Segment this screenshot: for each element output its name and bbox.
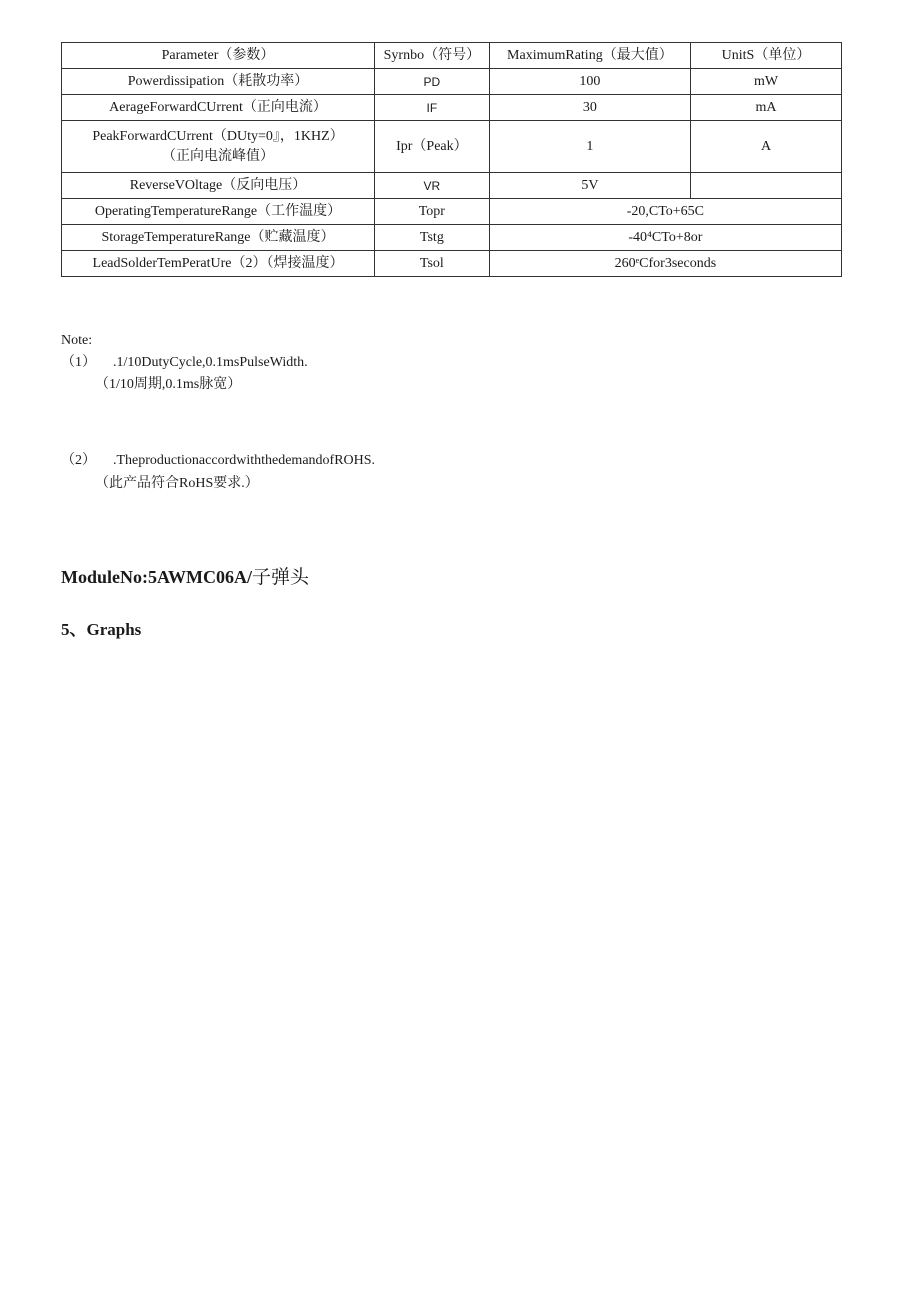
cell-symbol: Tsol [375, 251, 490, 277]
section-heading: 5、Graphs [61, 620, 142, 639]
cell-max-rating: 1 [489, 121, 690, 173]
cell-parameter: LeadSolderTemPeratUre（2）（焊接温度） [62, 251, 375, 277]
cell-max-rating: 5V [489, 173, 690, 199]
cell-symbol: Ipr（Peak） [375, 121, 490, 173]
cell-symbol: PD [375, 69, 490, 95]
cell-symbol: VR [375, 173, 490, 199]
note-text: .TheproductionaccordwiththedemandofROHS. [113, 453, 376, 468]
header-units: UnitS（单位） [691, 43, 842, 69]
table-row [62, 173, 842, 199]
table-header-row [62, 43, 842, 69]
note-number: （2） [61, 453, 96, 468]
cell-units [691, 173, 842, 199]
cell-units: mW [691, 69, 842, 95]
cell-max-rating: -40⁴CTo+8or [489, 225, 841, 251]
module-number-prefix: ModuleNo:5AWMC06A/ [61, 567, 252, 587]
cell-symbol: Tstg [375, 225, 490, 251]
cell-symbol: Topr [375, 199, 490, 225]
header-max-rating: MaximumRating（最大值） [489, 43, 690, 69]
header-parameter: Parameter（参数） [62, 43, 375, 69]
table-row [62, 251, 842, 277]
table-row [62, 199, 842, 225]
module-number-cn: 子弹头 [252, 566, 310, 588]
note-number: （1） [61, 355, 96, 370]
note-title: Note: [61, 333, 93, 348]
cell-symbol: IF [375, 95, 490, 121]
table-row [62, 121, 842, 173]
cell-max-rating: 30 [489, 95, 690, 121]
table-row [62, 69, 842, 95]
note-translation: （此产品符合RoHS要求.） [95, 476, 259, 491]
note-item [61, 352, 308, 374]
module-number [61, 562, 309, 589]
cell-parameter: AerageForwardCUrrent（正向电流） [62, 95, 375, 121]
cell-units: mA [691, 95, 842, 121]
cell-units: A [691, 121, 842, 173]
cell-max-rating: 260ᵉCfor3seconds [489, 251, 841, 277]
cell-parameter: OperatingTemperatureRange（工作温度） [62, 199, 375, 225]
cell-parameter: Powerdissipation（耗散功率） [62, 69, 375, 95]
header-symbol: Syrnbo（符号） [375, 43, 490, 69]
cell-parameter: PeakForwardCUrrent（DUty=0』，1KHZ） （正向电流峰值） [62, 121, 375, 173]
table-row [62, 95, 842, 121]
cell-parameter: StorageTemperatureRange（贮藏温度） [62, 225, 375, 251]
maximum-ratings-table [61, 42, 842, 277]
note-item [61, 450, 375, 472]
table-row [62, 225, 842, 251]
cell-max-rating: 100 [489, 69, 690, 95]
cell-max-rating: -20,CTo+65C [489, 199, 841, 225]
note-text: .1/10DutyCycle,0.1msPulseWidth. [113, 355, 308, 370]
cell-parameter: ReverseVOltage（反向电压） [62, 173, 375, 199]
note-translation: （1/10周期,0.1ms脉宽） [95, 377, 242, 392]
